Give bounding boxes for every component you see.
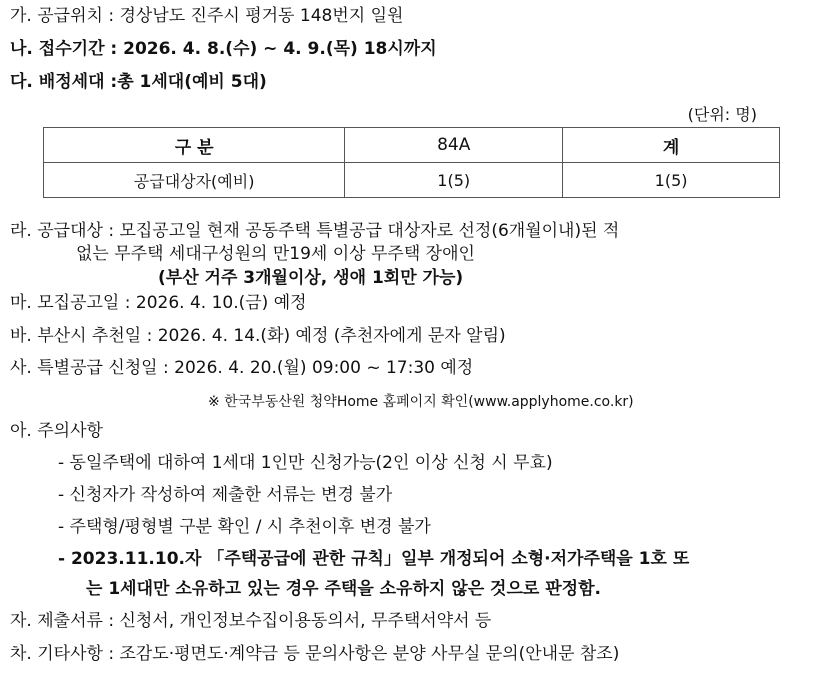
table-header-cell: 84A: [345, 128, 563, 163]
required-documents: 자. 제출서류 : 신청서, 개인정보수집이용동의서, 무주택서약서 등: [10, 611, 492, 631]
supply-target-condition: (부산 거주 3개월이상, 생애 1회만 가능): [158, 268, 464, 288]
supply-target-cont: 없는 무주택 세대구성원의 만19세 이상 무주택 장애인: [76, 244, 475, 264]
precaution-item-cont: 는 1세대만 소유하고 있는 경우 주택을 소유하지 않은 것으로 판정함.: [86, 579, 601, 599]
precaution-item: - 신청자가 작성하여 제출한 서류는 변경 불가: [58, 485, 393, 505]
table-header-row: [44, 128, 780, 163]
table-row: [44, 163, 780, 198]
table-cell: 1(5): [563, 163, 780, 198]
application-period: 나. 접수기간 : 2026. 4. 8.(수) ~ 4. 9.(목) 18시까지: [10, 39, 437, 59]
applyhome-note: ※ 한국부동산원 청약Home 홈페이지 확인(www.applyhome.co.kr): [208, 394, 634, 410]
other-notes: 차. 기타사항 : 조감도·평면도·계약금 등 문의사항은 분양 사무실 문의(안내문 참조): [10, 644, 620, 664]
allocated-households: 다. 배정세대 :총 1세대(예비 5대): [10, 72, 267, 92]
announcement-date: 마. 모집공고일 : 2026. 4. 10.(금) 예정: [10, 293, 307, 313]
precautions-heading: 아. 주의사항: [10, 421, 103, 441]
application-date: 사. 특별공급 신청일 : 2026. 4. 20.(월) 09:00 ~ 17:30 예정: [10, 358, 474, 378]
precaution-item: - 2023.11.10.자 「주택공급에 관한 규칙」일부 개정되어 소형·저가주택을 1호 또: [58, 549, 690, 569]
table-header-cell: 구 분: [44, 128, 345, 163]
supply-location: 가. 공급위치 : 경상남도 진주시 평거동 148번지 일원: [10, 6, 404, 26]
supply-target: 라. 공급대상 : 모집공고일 현재 공동주택 특별공급 대상자로 선정(6개월이내)된 적: [10, 221, 620, 241]
table-cell: 공급대상자(예비): [44, 163, 345, 198]
recommendation-date: 바. 부산시 추천일 : 2026. 4. 14.(화) 예정 (추천자에게 문자 알림): [10, 326, 506, 346]
precaution-item: - 동일주택에 대하여 1세대 1인만 신청가능(2인 이상 신청 시 무효): [58, 453, 553, 473]
table-header-cell: 계: [563, 128, 780, 163]
unit-label: (단위: 명): [687, 105, 757, 124]
supply-table: [43, 127, 780, 198]
precaution-item: - 주택형/평형별 구분 확인 / 시 추천이후 변경 불가: [58, 517, 431, 537]
table-cell: 1(5): [345, 163, 563, 198]
